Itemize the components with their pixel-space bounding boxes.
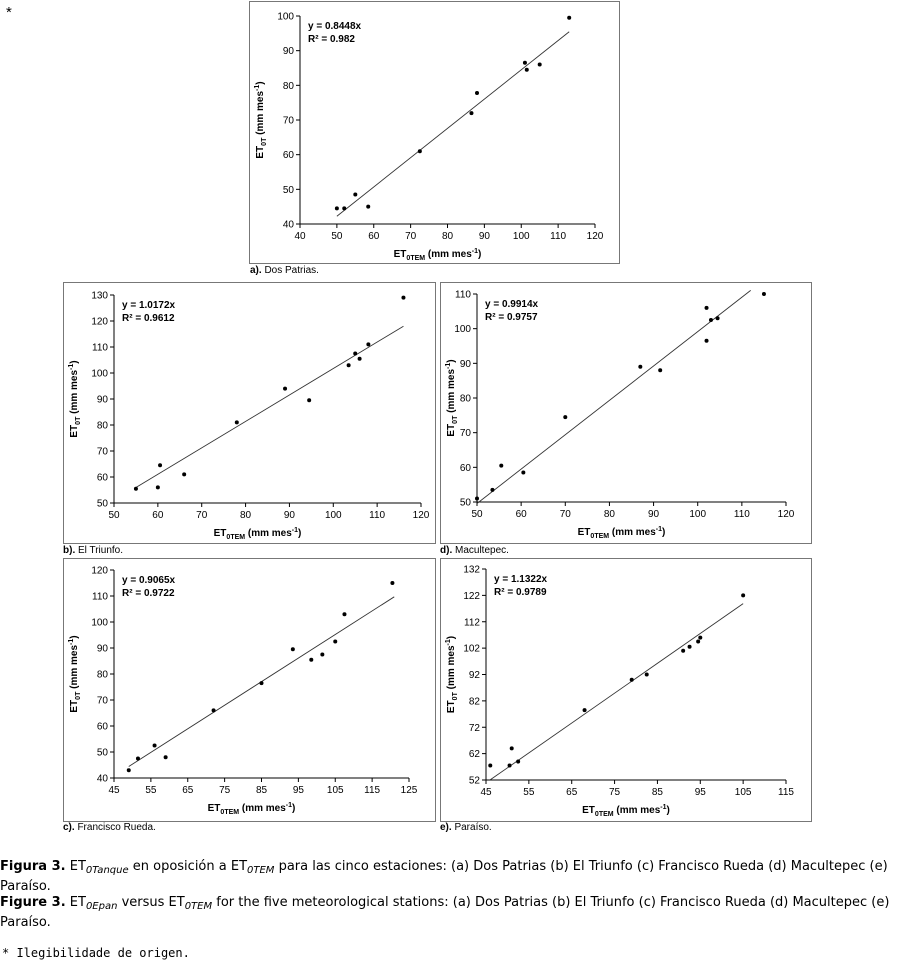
y-tick-label: 62 [468, 749, 480, 761]
figure-caption-es: Figura 3. $ET_{0Tanque}$ en oposición a $ET_{0TEM}$ para las cinco estaciones: (a) Dos Patrias (b) El Triunfo (c) Francisco Rueda (d) Macultepec (e) Paraíso. [0, 859, 888, 894]
data-point [525, 68, 529, 72]
chart-d [441, 283, 811, 543]
data-point [333, 640, 337, 644]
x-tick-label: 70 [405, 231, 417, 242]
x-tick-label: 120 [586, 231, 604, 242]
r-squared-label: R² = 0.9612 [122, 313, 175, 324]
y-tick-label: 70 [282, 115, 294, 127]
data-point [538, 63, 542, 67]
data-point [510, 746, 514, 750]
y-axis-label: $ET_{0T}$ (mm mes$^{-1}$) [445, 635, 459, 714]
data-point [705, 306, 709, 310]
y-tick-label: 90 [96, 643, 108, 655]
x-tick-label: 115 [778, 787, 794, 798]
y-tick-label: 80 [96, 669, 108, 681]
data-point [698, 636, 702, 640]
chart-panel-c [63, 558, 436, 822]
chart-b [64, 283, 435, 543]
data-point [401, 296, 405, 300]
r-squared-label: R² = 0.9789 [494, 587, 547, 598]
r-squared-label: R² = 0.9722 [122, 588, 175, 599]
data-point [567, 16, 571, 20]
chart-c [64, 559, 435, 821]
x-tick-label: 50 [471, 509, 483, 520]
chart-e [441, 559, 811, 821]
chart-panel-b [63, 282, 436, 544]
panel-label-b: b). El Triunfo. [63, 545, 124, 556]
data-point [353, 352, 357, 356]
x-axis-label: $ET_{0TEM}$ (mm mes$^{-1}$) [207, 802, 296, 816]
data-point [741, 593, 745, 597]
data-point [235, 420, 239, 424]
x-tick-label: 105 [326, 785, 344, 796]
regression-equation: y = 0.8448x [308, 21, 362, 32]
data-point [307, 398, 311, 402]
y-tick-label: 100 [91, 368, 108, 380]
x-tick-label: 50 [108, 510, 120, 521]
x-axis-label: $ET_{0TEM}$ (mm mes$^{-1}$) [213, 527, 302, 541]
chart-panel-d [440, 282, 812, 544]
y-tick-label: 50 [459, 497, 471, 509]
y-tick-label: 70 [96, 446, 108, 458]
x-axis-label: $ET_{0TEM}$ (mm mes$^{-1}$) [582, 804, 670, 818]
x-tick-label: 100 [689, 509, 707, 520]
y-tick-label: 50 [96, 747, 108, 759]
data-point [353, 193, 357, 197]
x-tick-label: 110 [733, 509, 750, 520]
x-tick-label: 125 [400, 785, 418, 796]
y-tick-label: 100 [454, 324, 471, 336]
data-point [291, 647, 295, 651]
y-tick-label: 82 [468, 696, 480, 708]
data-point [762, 292, 766, 296]
data-point [475, 91, 479, 95]
x-tick-label: 90 [283, 510, 295, 521]
y-tick-label: 80 [459, 393, 471, 405]
y-tick-label: 120 [91, 316, 108, 328]
data-point [488, 763, 492, 767]
y-tick-label: 60 [459, 462, 471, 474]
x-tick-label: 95 [694, 787, 706, 798]
data-point [583, 708, 587, 712]
x-tick-label: 70 [559, 509, 571, 520]
y-axis-label: $ET_{0T}$ (mm mes$^{-1}$) [445, 359, 459, 437]
data-point [342, 206, 346, 210]
x-tick-label: 120 [777, 509, 795, 520]
regression-equation: y = 0.9065x [122, 575, 176, 586]
x-tick-label: 65 [566, 787, 578, 798]
data-point [136, 757, 140, 761]
x-tick-label: 85 [255, 785, 268, 796]
asterisk-mark: * [6, 4, 12, 21]
chart-a [250, 2, 619, 263]
data-point [347, 363, 351, 367]
data-point [156, 485, 160, 489]
panel-label-c: c). Francisco Rueda. [63, 822, 156, 833]
x-tick-label: 40 [294, 231, 306, 242]
data-point [390, 581, 394, 585]
data-point [630, 678, 634, 682]
footnote: * Ilegibilidade de origen. [2, 946, 190, 960]
r-squared-label: R² = 0.982 [308, 34, 355, 45]
y-tick-label: 110 [92, 591, 108, 603]
x-axis-label: $ET_{0TEM}$ (mm mes$^{-1}$) [393, 248, 482, 262]
y-tick-label: 110 [92, 342, 108, 354]
x-tick-label: 100 [324, 510, 342, 521]
x-tick-label: 100 [512, 231, 530, 242]
y-tick-label: 102 [463, 643, 480, 655]
panel-label-e: e). Paraíso. [440, 822, 492, 833]
regression-equation: y = 1.1322x [494, 574, 548, 585]
y-tick-label: 70 [459, 428, 471, 440]
y-tick-label: 80 [282, 80, 294, 92]
x-tick-label: 105 [734, 787, 752, 798]
data-point [516, 760, 520, 764]
y-axis-label: $ET_{0T}$ (mm mes$^{-1}$) [254, 81, 268, 159]
data-point [182, 472, 186, 476]
trend-line [337, 32, 569, 217]
data-point [499, 464, 503, 468]
data-point [309, 658, 313, 662]
x-tick-label: 60 [152, 510, 164, 521]
data-point [335, 206, 339, 210]
data-point [563, 415, 567, 419]
r-squared-label: R² = 0.9757 [485, 312, 538, 323]
data-point [366, 342, 370, 346]
x-tick-label: 55 [523, 787, 535, 798]
x-tick-label: 45 [480, 787, 492, 798]
data-point [212, 708, 216, 712]
data-point [164, 755, 168, 759]
y-tick-label: 90 [282, 46, 294, 58]
data-point [469, 111, 473, 115]
panel-label-d: d). Macultepec. [440, 545, 509, 556]
x-tick-label: 110 [369, 510, 386, 521]
x-tick-label: 90 [478, 231, 490, 242]
trend-line [136, 326, 404, 487]
data-point [358, 357, 362, 361]
x-tick-label: 60 [515, 509, 527, 520]
x-tick-label: 75 [609, 787, 621, 798]
data-point [508, 763, 512, 767]
y-tick-label: 100 [277, 11, 294, 23]
x-tick-label: 70 [196, 510, 208, 521]
chart-panel-a [249, 1, 620, 264]
data-point [127, 768, 131, 772]
data-point [475, 497, 479, 501]
y-tick-label: 60 [96, 721, 108, 733]
y-tick-label: 132 [463, 564, 480, 576]
x-tick-label: 110 [550, 231, 567, 242]
x-tick-label: 80 [240, 510, 252, 521]
data-point [342, 612, 346, 616]
y-tick-label: 50 [96, 498, 108, 510]
x-tick-label: 65 [182, 785, 194, 796]
x-tick-label: 75 [219, 785, 231, 796]
y-tick-label: 52 [468, 775, 480, 787]
x-tick-label: 80 [603, 509, 615, 520]
data-point [521, 471, 525, 475]
y-tick-label: 92 [468, 670, 480, 681]
y-tick-label: 70 [96, 695, 108, 707]
y-tick-label: 50 [282, 184, 294, 196]
y-tick-label: 112 [464, 617, 480, 629]
panel-label-a: a). Dos Patrias. [250, 265, 319, 276]
data-point [709, 318, 713, 322]
y-tick-label: 72 [468, 722, 480, 734]
y-tick-label: 40 [282, 219, 294, 231]
y-tick-label: 100 [91, 617, 108, 629]
y-tick-label: 90 [459, 358, 471, 370]
x-tick-label: 55 [145, 785, 157, 796]
y-tick-label: 120 [91, 565, 108, 577]
data-point [490, 488, 494, 492]
data-point [158, 463, 162, 467]
x-tick-label: 120 [412, 510, 430, 521]
data-point [283, 387, 287, 391]
x-tick-label: 45 [108, 785, 120, 796]
data-point [681, 649, 685, 653]
data-point [716, 316, 720, 320]
x-tick-label: 115 [364, 785, 381, 796]
data-point [320, 653, 324, 657]
data-point [688, 645, 692, 649]
regression-equation: y = 0.9914x [485, 299, 539, 310]
x-tick-label: 85 [651, 787, 663, 798]
data-point [645, 673, 649, 677]
data-point [638, 365, 642, 369]
x-tick-label: 90 [648, 509, 660, 520]
y-tick-label: 130 [91, 290, 108, 302]
y-tick-label: 122 [463, 590, 480, 602]
data-point [153, 744, 157, 748]
chart-panel-e [440, 558, 812, 822]
y-tick-label: 80 [96, 420, 108, 432]
data-point [658, 368, 662, 372]
x-axis-label: $ET_{0TEM}$ (mm mes$^{-1}$) [577, 526, 666, 540]
y-axis-label: $ET_{0T}$ (mm mes$^{-1}$) [68, 360, 82, 438]
y-tick-label: 110 [455, 289, 471, 301]
y-tick-label: 60 [96, 472, 108, 484]
data-point [260, 681, 264, 685]
x-tick-label: 60 [368, 231, 380, 242]
x-tick-label: 80 [441, 231, 454, 242]
y-tick-label: 90 [96, 394, 108, 406]
data-point [523, 61, 527, 65]
data-point [418, 149, 422, 153]
data-point [696, 640, 700, 644]
data-point [366, 205, 370, 209]
trend-line [490, 604, 743, 780]
y-tick-label: 40 [96, 773, 108, 785]
x-tick-label: 50 [331, 231, 343, 242]
regression-equation: y = 1.0172x [122, 300, 176, 311]
x-tick-label: 95 [292, 785, 304, 796]
figure-caption-en: Figure 3. $ET_{0Epan}$ versus $ET_{0TEM}$ for the five meteorological stations: (a) Dos Patrias (b) El Triunfo (c) Francisco Rueda (d) Macultepec (e) Paraíso. [0, 895, 890, 930]
y-tick-label: 60 [282, 150, 294, 162]
data-point [705, 339, 709, 343]
y-axis-label: $ET_{0T}$ (mm mes$^{-1}$) [68, 635, 82, 713]
data-point [134, 487, 138, 491]
